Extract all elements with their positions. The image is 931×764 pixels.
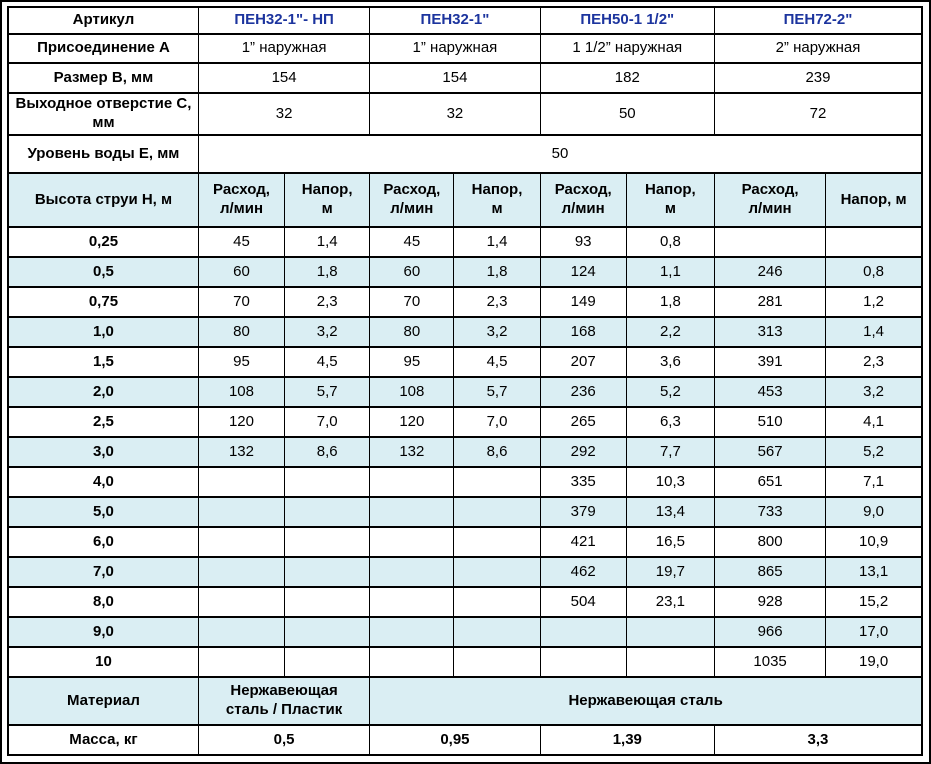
data-cell: 5,7: [454, 377, 540, 407]
size-b-value: 154: [370, 63, 540, 93]
flow-header: Расход, л/мин: [198, 173, 284, 227]
data-cell: 3,2: [826, 377, 922, 407]
data-cell: 1,4: [285, 227, 370, 257]
row-label-outlet-c: Выходное отверстие С, мм: [8, 93, 198, 135]
article-value: ПЕН32-1"- НП: [198, 7, 369, 34]
data-cell: 95: [198, 347, 284, 377]
data-cell: [285, 557, 370, 587]
data-cell: 6,3: [626, 407, 714, 437]
data-cell: 16,5: [626, 527, 714, 557]
head-header: Напор, м: [826, 173, 922, 227]
data-cell: [370, 587, 454, 617]
data-cell: 800: [714, 527, 825, 557]
table-row: [8, 407, 922, 437]
table-row: [8, 527, 922, 557]
data-cell: 132: [198, 437, 284, 467]
table-row: [8, 557, 922, 587]
data-cell: 453: [714, 377, 825, 407]
data-cell: 0,8: [626, 227, 714, 257]
data-cell: 733: [714, 497, 825, 527]
mass-value: 0,95: [370, 725, 540, 755]
data-cell: [370, 557, 454, 587]
row-size-b: [8, 63, 922, 93]
data-cell: 1,4: [454, 227, 540, 257]
table-row: [8, 497, 922, 527]
data-cell: 120: [198, 407, 284, 437]
head-header: Напор, м: [285, 173, 370, 227]
data-cell: 236: [540, 377, 626, 407]
data-cell: 246: [714, 257, 825, 287]
data-cell: 2,3: [826, 347, 922, 377]
data-cell: [285, 587, 370, 617]
data-cell: 292: [540, 437, 626, 467]
data-cell: 5,7: [285, 377, 370, 407]
data-cell: [198, 467, 284, 497]
data-cell: 120: [370, 407, 454, 437]
data-cell: 313: [714, 317, 825, 347]
data-cell: 10,9: [826, 527, 922, 557]
data-cell: 80: [370, 317, 454, 347]
row-label-mass: Масса, кг: [8, 725, 198, 755]
size-b-value: 182: [540, 63, 714, 93]
data-cell: 45: [370, 227, 454, 257]
outlet-c-value: 32: [198, 93, 369, 135]
table-row: [8, 647, 922, 677]
row-article: [8, 7, 922, 34]
mass-value: 1,39: [540, 725, 714, 755]
data-cell: [370, 467, 454, 497]
head-header: Напор, м: [626, 173, 714, 227]
jet-height-value: 5,0: [8, 497, 198, 527]
data-cell: 3,6: [626, 347, 714, 377]
table-row: [8, 587, 922, 617]
head-header: Напор, м: [454, 173, 540, 227]
data-cell: 966: [714, 617, 825, 647]
jet-height-value: 4,0: [8, 467, 198, 497]
data-cell: 651: [714, 467, 825, 497]
data-cell: 2,3: [454, 287, 540, 317]
data-cell: [198, 647, 284, 677]
data-cell: 19,7: [626, 557, 714, 587]
jet-height-value: 0,75: [8, 287, 198, 317]
data-cell: 4,5: [454, 347, 540, 377]
data-cell: 108: [198, 377, 284, 407]
row-label-size-b: Размер В, мм: [8, 63, 198, 93]
outlet-c-value: 32: [370, 93, 540, 135]
data-cell: [198, 587, 284, 617]
row-label-article: Артикул: [8, 7, 198, 34]
flow-header: Расход, л/мин: [540, 173, 626, 227]
data-cell: [370, 617, 454, 647]
connection-value: 1 1/2” наружная: [540, 34, 714, 63]
connection-value: 2” наружная: [714, 34, 922, 63]
data-cell: [198, 617, 284, 647]
article-value: ПЕН72-2": [714, 7, 922, 34]
water-level-value: 50: [198, 135, 922, 173]
article-value: ПЕН32-1": [370, 7, 540, 34]
data-cell: 5,2: [626, 377, 714, 407]
table-row: [8, 437, 922, 467]
data-cell: 510: [714, 407, 825, 437]
data-cell: [370, 497, 454, 527]
data-cell: 7,1: [826, 467, 922, 497]
outlet-c-value: 72: [714, 93, 922, 135]
data-cell: 168: [540, 317, 626, 347]
data-cell: 108: [370, 377, 454, 407]
jet-height-value: 0,25: [8, 227, 198, 257]
article-value: ПЕН50-1 1/2": [540, 7, 714, 34]
data-cell: 19,0: [826, 647, 922, 677]
data-cell: 80: [198, 317, 284, 347]
data-cell: 95: [370, 347, 454, 377]
data-cell: 567: [714, 437, 825, 467]
data-cell: 13,1: [826, 557, 922, 587]
data-cell: [626, 617, 714, 647]
row-outlet-c: [8, 93, 922, 135]
row-connection: [8, 34, 922, 63]
data-cell: 5,2: [826, 437, 922, 467]
data-cell: [454, 497, 540, 527]
data-cell: [285, 647, 370, 677]
material-value-first: Нержавеющая сталь / Пластик: [198, 677, 369, 725]
data-cell: 1,8: [626, 287, 714, 317]
data-cell: [540, 617, 626, 647]
table-row: [8, 287, 922, 317]
jet-height-value: 9,0: [8, 617, 198, 647]
data-cell: [285, 617, 370, 647]
row-jet-header: [8, 173, 922, 227]
data-cell: 3,2: [454, 317, 540, 347]
table-row: [8, 257, 922, 287]
jet-height-value: 2,0: [8, 377, 198, 407]
jet-height-value: 1,0: [8, 317, 198, 347]
row-label-connection: Присоединение А: [8, 34, 198, 63]
data-cell: 281: [714, 287, 825, 317]
data-cell: 23,1: [626, 587, 714, 617]
table-row: [8, 467, 922, 497]
row-label-water-level: Уровень воды Е, мм: [8, 135, 198, 173]
data-cell: 1,2: [826, 287, 922, 317]
row-water-level: [8, 135, 922, 173]
jet-height-value: 6,0: [8, 527, 198, 557]
data-cell: [454, 587, 540, 617]
data-cell: 1035: [714, 647, 825, 677]
data-cell: [198, 527, 284, 557]
data-cell: 207: [540, 347, 626, 377]
jet-height-value: 3,0: [8, 437, 198, 467]
connection-value: 1” наружная: [198, 34, 369, 63]
data-cell: 8,6: [454, 437, 540, 467]
table-row: [8, 227, 922, 257]
data-cell: [626, 647, 714, 677]
data-cell: 379: [540, 497, 626, 527]
row-label-material: Материал: [8, 677, 198, 725]
data-cell: 4,1: [826, 407, 922, 437]
data-cell: 335: [540, 467, 626, 497]
jet-height-value: 2,5: [8, 407, 198, 437]
data-cell: 10,3: [626, 467, 714, 497]
jet-height-value: 1,5: [8, 347, 198, 377]
data-cell: 45: [198, 227, 284, 257]
data-cell: 93: [540, 227, 626, 257]
data-cell: 9,0: [826, 497, 922, 527]
data-cell: [198, 497, 284, 527]
data-cell: [454, 647, 540, 677]
jet-height-value: 7,0: [8, 557, 198, 587]
mass-value: 3,3: [714, 725, 922, 755]
data-cell: [370, 647, 454, 677]
data-cell: 70: [370, 287, 454, 317]
data-cell: [454, 617, 540, 647]
table-row: [8, 617, 922, 647]
data-cell: [826, 227, 922, 257]
jet-height-value: 10: [8, 647, 198, 677]
data-cell: [370, 527, 454, 557]
jet-height-value: 0,5: [8, 257, 198, 287]
data-cell: 60: [370, 257, 454, 287]
data-cell: 265: [540, 407, 626, 437]
data-cell: 60: [198, 257, 284, 287]
data-cell: 2,3: [285, 287, 370, 317]
row-mass: [8, 725, 922, 755]
data-cell: 149: [540, 287, 626, 317]
data-cell: [454, 557, 540, 587]
data-cell: 504: [540, 587, 626, 617]
data-cell: 3,2: [285, 317, 370, 347]
material-value-rest: Нержавеющая сталь: [370, 677, 922, 725]
row-material: [8, 677, 922, 725]
mass-value: 0,5: [198, 725, 369, 755]
data-cell: [285, 527, 370, 557]
data-cell: 7,7: [626, 437, 714, 467]
data-cell: [454, 467, 540, 497]
flow-header: Расход, л/мин: [370, 173, 454, 227]
data-cell: 124: [540, 257, 626, 287]
outlet-c-value: 50: [540, 93, 714, 135]
data-cell: 132: [370, 437, 454, 467]
data-cell: 8,6: [285, 437, 370, 467]
data-cell: [540, 647, 626, 677]
data-cell: 7,0: [454, 407, 540, 437]
data-cell: [454, 527, 540, 557]
data-cell: 865: [714, 557, 825, 587]
table-row: [8, 347, 922, 377]
data-cell: 462: [540, 557, 626, 587]
data-cell: 391: [714, 347, 825, 377]
data-cell: 1,1: [626, 257, 714, 287]
data-cell: 4,5: [285, 347, 370, 377]
table-row: [8, 377, 922, 407]
data-cell: [714, 227, 825, 257]
data-cell: 13,4: [626, 497, 714, 527]
data-cell: 2,2: [626, 317, 714, 347]
size-b-value: 239: [714, 63, 922, 93]
table-row: [8, 317, 922, 347]
data-cell: 928: [714, 587, 825, 617]
data-cell: 15,2: [826, 587, 922, 617]
data-cell: 17,0: [826, 617, 922, 647]
data-cell: 1,8: [454, 257, 540, 287]
jet-height-value: 8,0: [8, 587, 198, 617]
flow-header: Расход, л/мин: [714, 173, 825, 227]
data-cell: 421: [540, 527, 626, 557]
data-cell: 1,8: [285, 257, 370, 287]
fountain-nozzle-spec-table: [7, 6, 923, 756]
data-cell: 0,8: [826, 257, 922, 287]
data-cell: [198, 557, 284, 587]
size-b-value: 154: [198, 63, 369, 93]
data-cell: [285, 467, 370, 497]
connection-value: 1” наружная: [370, 34, 540, 63]
data-cell: 1,4: [826, 317, 922, 347]
jet-height-header: Высота струи Н, м: [8, 173, 198, 227]
data-cell: [285, 497, 370, 527]
data-cell: 70: [198, 287, 284, 317]
data-cell: 7,0: [285, 407, 370, 437]
